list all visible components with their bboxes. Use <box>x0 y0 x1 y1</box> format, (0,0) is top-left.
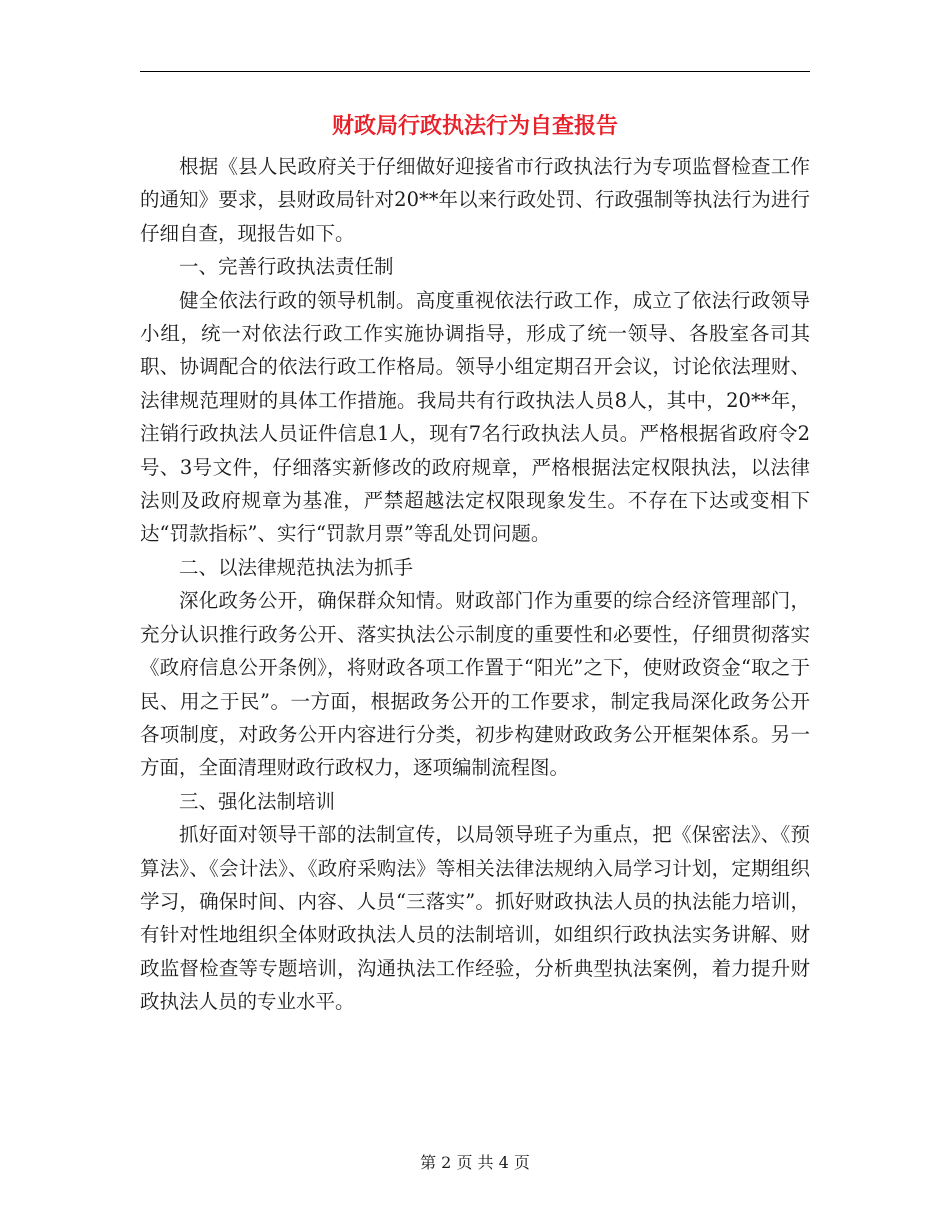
intro-paragraph: 根据《县人民政府关于仔细做好迎接省市行政执法行为专项监督检查工作的通知》要求，县财政局针对20**年以来行政处罚、行政强制等执法行为进行仔细自查，现报告如下。 <box>140 155 810 245</box>
header-rule <box>140 71 810 72</box>
section-paragraph-3: 抓好面对领导干部的法制宣传，以局领导班子为重点，把《保密法》、《预算法》、《会计法》、《政府采购法》等相关法律法规纳入局学习计划，定期组织学习，确保时间、内容、人员“三落实”。抓好财政执法人员的执法能力培训，有针对性地组织全体财政执法人员的法制培训，如组织行政执法实务讲解、财政监督检查等专题培训，沟通执法工作经验，分析典型执法案例，着力提升财政执法人员的专业水平。 <box>140 823 810 1014</box>
page-number: 第 2 页 共 4 页 <box>420 1153 530 1172</box>
section-paragraph-2: 深化政务公开，确保群众知情。财政部门作为重要的综合经济管理部门，充分认识推行政务公开、落实执法公示制度的重要性和必要性，仔细贯彻落实《政府信息公开条例》，将财政各项工作置于“阳光”之下，使财政资金“取之于民、用之于民”。一方面，根据政务公开的工作要求，制定我局深化政务公开各项制度，对政务公开内容进行分类，初步构建财政政务公开框架体系。另一方面，全面清理财政行政权力，逐项编制流程图。 <box>140 589 810 780</box>
document-body <box>140 150 810 1019</box>
document-title: 财政局行政执法行为自查报告 <box>331 113 618 139</box>
section-heading-3: 三、强化法制培训 <box>179 789 336 813</box>
section-heading-1: 一、完善行政执法责任制 <box>179 255 394 279</box>
section-paragraph-1: 健全依法行政的领导机制。高度重视依法行政工作，成立了依法行政领导小组，统一对依法行政工作实施协调指导，形成了统一领导、各股室各司其职、协调配合的依法行政工作格局。领导小组定期召开会议，讨论依法理财、法律规范理财的具体工作措施。我局共有行政执法人员8人，其中，20**年，注销行政执法人员证件信息1人，现有7名行政执法人员。严格根据省政府令2号、3号文件，仔细落实新修改的政府规章，严格根据法定权限执法，以法律法则及政府规章为基准，严禁超越法定权限现象发生。不存在下达或变相下达“罚款指标”、实行“罚款月票”等乱处罚问题。 <box>140 288 810 546</box>
section-heading-2: 二、以法律规范执法为抓手 <box>179 555 414 579</box>
